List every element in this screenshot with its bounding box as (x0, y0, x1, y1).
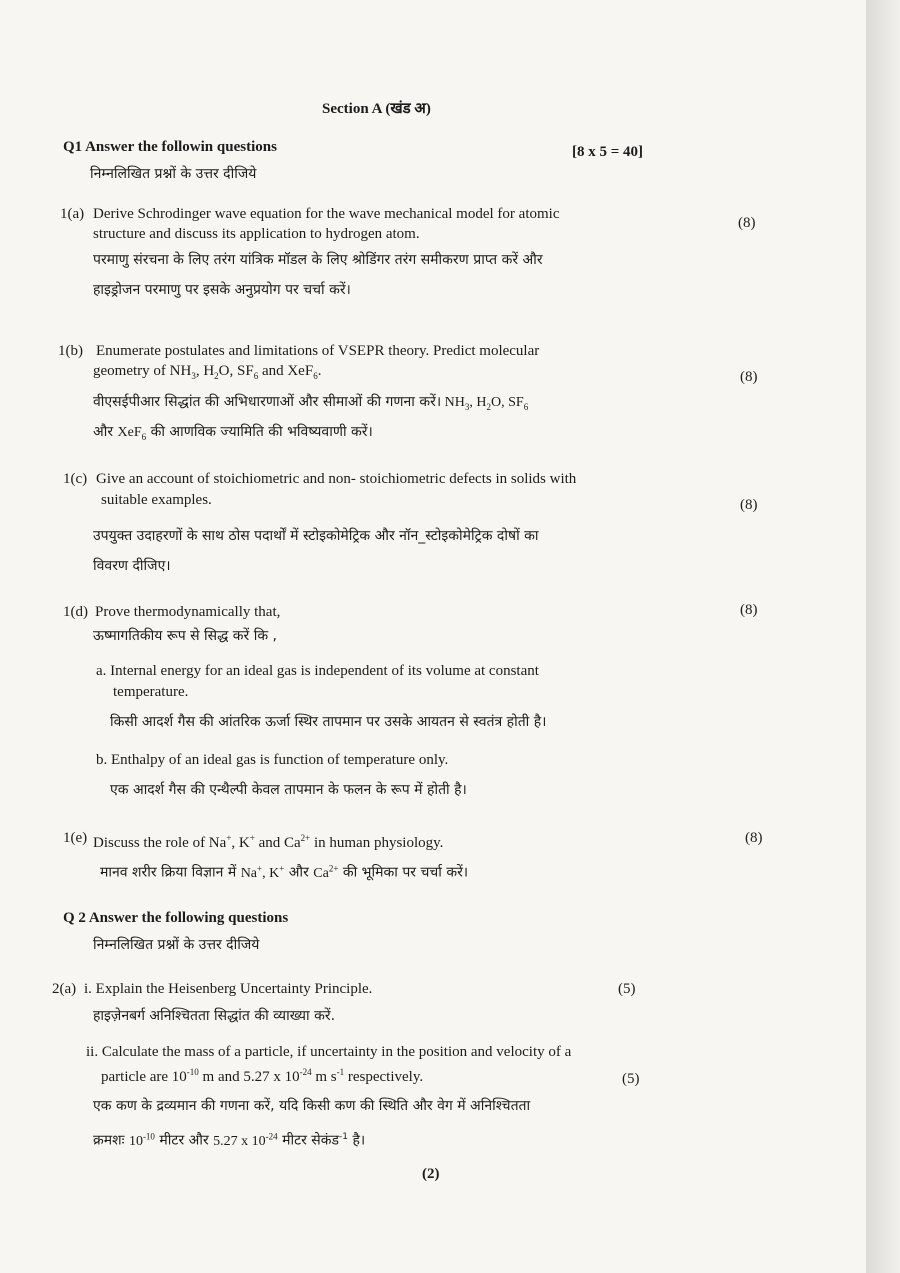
q1a-number: 1(a) (60, 206, 85, 222)
q1e-hindi: मानव शरीर क्रिया विज्ञान में Na+, K+ और $Ca^{2+}$ की भूमिका पर चर्चा करें। (100, 863, 469, 881)
q1c-line2: suitable examples. (101, 492, 212, 508)
q1b-hindi-line1: वीएसईपीआर सिद्धांत की अभिधारणाओं और सीमाओं की गणना करें। $NH_3$, $H_2O$, $SF_6$ (93, 394, 529, 412)
paper-edge (866, 0, 900, 1273)
q1e-line1: Discuss the role of Na+, K+ and $Ca^{2+}$ in human physiology. (93, 833, 444, 851)
q1c-hindi-line2: विवरण दीजिए। (93, 558, 171, 574)
q1b-number: 1(b) (58, 343, 83, 359)
q1d-part-b-hindi: एक आदर्श गैस की एन्थैल्पी केवल तापमान के फलन के रूप में होती है। (110, 782, 467, 798)
q1-heading: Q1 Answer the followin questions (63, 139, 277, 155)
q1-heading-hindi: निम्नलिखित प्रश्नों के उत्तर दीजिये (90, 166, 257, 182)
q1a-marks: (8) (738, 215, 756, 231)
q2a-part-i-hindi: हाइज़ेनबर्ग अनिश्चितता सिद्धांत की व्याख्या करें. (93, 1008, 336, 1024)
q2a-part-ii-hindi-line2: क्रमशः $10^{-10}$ मीटर और 5.27 x $10^{-24}$ मीटर सेकंड$^{-1}$ है। (93, 1131, 366, 1149)
q1c-marks: (8) (740, 497, 758, 513)
q2a-part-i-marks: (5) (618, 981, 636, 997)
q1d-number: 1(d) (63, 604, 88, 620)
q2a-number: 2(a) (52, 981, 77, 997)
q1-marks: [8 x 5 = 40] (572, 144, 644, 160)
q1b-hindi-line2: और XeF$_6$ की आणविक ज्यामिति की भविष्यवाणी करें। (93, 424, 373, 442)
q1d-part-a-line2: temperature. (113, 684, 189, 700)
section-title: Section A (खंड अ) (322, 101, 431, 117)
q1a-hindi-line1: परमाणु संरचना के लिए तरंग यांत्रिक मॉडल के लिए श्रोडिंगर तरंग समीकरण प्राप्त करें और (93, 252, 543, 268)
q1a-line2: structure and discuss its application to hydrogen atom. (93, 226, 420, 242)
q1d-part-a-line1: a. Internal energy for an ideal gas is independent of its volume at constant (96, 663, 539, 679)
q1d-line1: Prove thermodynamically that, (95, 604, 281, 620)
q1a-hindi-line2: हाइड्रोजन परमाणु पर इसके अनुप्रयोग पर चर्चा करें। (93, 282, 351, 298)
q2a-part-ii-line2: particle are $10^{-10}$ m and 5.27 x $10^{-24}$ m $s^{-1}$ respectively. (101, 1067, 424, 1085)
q2-heading: Q 2 Answer the following questions (63, 910, 289, 926)
q1d-part-a-hindi: किसी आदर्श गैस की आंतरिक ऊर्जा स्थिर तापमान पर उसके आयतन से स्वतंत्र होती है। (110, 714, 547, 730)
q1c-number: 1(c) (63, 471, 88, 487)
q1b-marks: (8) (740, 369, 758, 385)
q1e-marks: (8) (745, 830, 763, 846)
q2a-part-ii-line1: ii. Calculate the mass of a particle, if uncertainty in the position and velocity of a (86, 1044, 572, 1060)
q2-heading-hindi: निम्नलिखित प्रश्नों के उत्तर दीजिये (93, 937, 260, 953)
page-number: (2) (422, 1166, 440, 1182)
q1a-line1: Derive Schrodinger wave equation for the wave mechanical model for atomic (93, 206, 560, 222)
bleed-through-decoration (470, 150, 479, 188)
q1d-hindi-line1: ऊष्मागतिकीय रूप से सिद्ध करें कि , (93, 628, 277, 644)
q2a-part-ii-marks: (5) (622, 1071, 640, 1087)
q2a-part-ii-hindi-line1: एक कण के द्रव्यमान की गणना करें, यदि किसी कण की स्थिति और वेग में अनिश्चितता (93, 1098, 531, 1114)
q1d-marks: (8) (740, 602, 758, 618)
q1b-line2: geometry of $NH_3$, $H_2O$, $SF_6$ and XeF$_6$. (93, 363, 322, 381)
q1e-number: 1(e) (63, 830, 88, 846)
q2a-part-i: i. Explain the Heisenberg Uncertainty Principle. (84, 981, 373, 997)
q1d-part-b-line1: b. Enthalpy of an ideal gas is function of temperature only. (96, 752, 449, 768)
q1b-line1: Enumerate postulates and limitations of VSEPR theory. Predict molecular (96, 343, 540, 359)
q1c-hindi-line1: उपयुक्त उदाहरणों के साथ ठोस पदार्थों में स्टोइकोमेट्रिक और नॉन_स्टोइकोमेट्रिक दोषों का (93, 528, 539, 544)
q1c-line1: Give an account of stoichiometric and non- stoichiometric defects in solids with (96, 471, 577, 487)
